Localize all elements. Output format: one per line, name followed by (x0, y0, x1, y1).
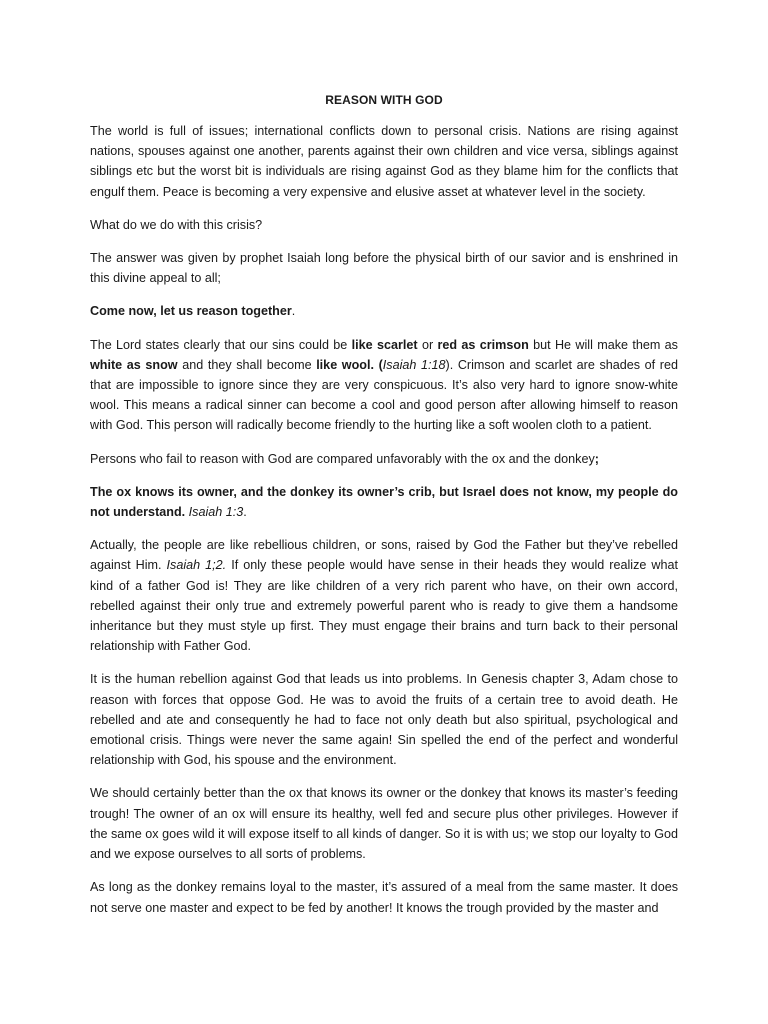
scripture-reference: Isaiah 1;2. (166, 558, 227, 573)
text-fragment: If only these people would have sense in their heads they would realize what kind of a father God is! They are like children of a very rich parent who have, on their own accord, rebelled against their only true and extremely powerful parent who is ready to give them a handsome inheritance but they must style up first. They must engage their brains and turn back to their personal relationship with Father God. (90, 558, 678, 654)
text-fragment: . (291, 304, 296, 319)
paragraph-scarlet (90, 335, 678, 436)
scripture-reference: Isaiah 1:3 (188, 505, 244, 520)
bold-quote: The ox knows its owner, and the donkey its owner’s crib, but Israel does not know, my people do not understand. (90, 484, 678, 520)
document-body (90, 92, 678, 931)
bold-semicolon: ; (594, 451, 599, 466)
text-fragment: ). Crimson and scarlet are shades of red that are impossible to ignore since they are very conspicuous. It’s also very hard to ignore snow-white wool. This means a radical sinner can become a cool and good person after allowing himself to reason with God. This person will radically become friendly to the hurting like a soft woolen cloth to a patient. (90, 357, 678, 433)
paragraph-rebellious-children (90, 535, 678, 656)
bold-phrase: like scarlet (351, 337, 418, 352)
paragraph-ox-owner: We should certainly better than the ox that knows its owner or the donkey that knows its master’s feeding trough! The owner of an ox will ensure its healthy, well fed and secure plus other privileges. However if the same ox goes wild it will expose itself to all kinds of danger. So it is with us; we stop our loyalty to God and we expose ourselves to all sorts of problems. (90, 786, 678, 862)
bold-phrase: red as crimson (437, 337, 529, 352)
paragraph-question: What do we do with this crisis? (90, 217, 263, 232)
text-fragment: Persons who fail to reason with God are compared unfavorably with the ox and the donkey (90, 451, 595, 466)
paragraph-answer: The answer was given by prophet Isaiah long before the physical birth of our savior and is enshrined in this divine appeal to all; (90, 251, 678, 286)
paragraph-scripture-quote (90, 301, 678, 321)
scripture-reference: Isaiah 1:18 (382, 357, 446, 372)
text-fragment: or (417, 337, 438, 352)
paragraph-intro: The world is full of issues; international conflicts down to personal crisis. Nations are rising against nations, spouses against one another, parents against their own children and vice versa, siblings against siblings etc but the worst bit is individuals are rising against God as they blame him for the conflicts that engulf them. Peace is becoming a very expensive and elusive asset at whatever level in the society. (90, 124, 678, 199)
bold-phrase: white as snow (90, 357, 178, 372)
text-fragment: The Lord states clearly that our sins could be (90, 337, 352, 352)
document-title: REASON WITH GOD (325, 93, 443, 107)
bold-quote: Come now, let us reason together (90, 304, 292, 319)
paragraph-human-rebellion: It is the human rebellion against God that leads us into problems. In Genesis chapter 3, Adam chose to reason with forces that oppose God. He was to avoid the fruits of a certain tree to avoid death. He rebelled and ate and consequently he had to face not only death but also spiritual, psychological and emotional crisis. Things were never the same again! Sin spelled the end of the perfect and wonderful relationship with God, his spouse and the environment. (90, 672, 678, 768)
paragraph-donkey-master: As long as the donkey remains loyal to the master, it’s assured of a meal from the same master. It does not serve one master and expect to be fed by another! It knows the trough provided by the master and (90, 880, 678, 915)
text-fragment: Actually, the people are like rebellious children, or sons, raised by God the Father but they’ve rebelled against Him. (90, 538, 678, 573)
text-fragment: but He will make them as (528, 337, 678, 352)
text-fragment: . (243, 505, 247, 520)
bold-paren: ( (378, 357, 383, 372)
bold-phrase: like wool. (316, 357, 374, 372)
paragraph-isaiah-quote (90, 482, 678, 522)
text-fragment: and they shall become (177, 357, 317, 372)
paragraph-ox-donkey (90, 449, 678, 469)
